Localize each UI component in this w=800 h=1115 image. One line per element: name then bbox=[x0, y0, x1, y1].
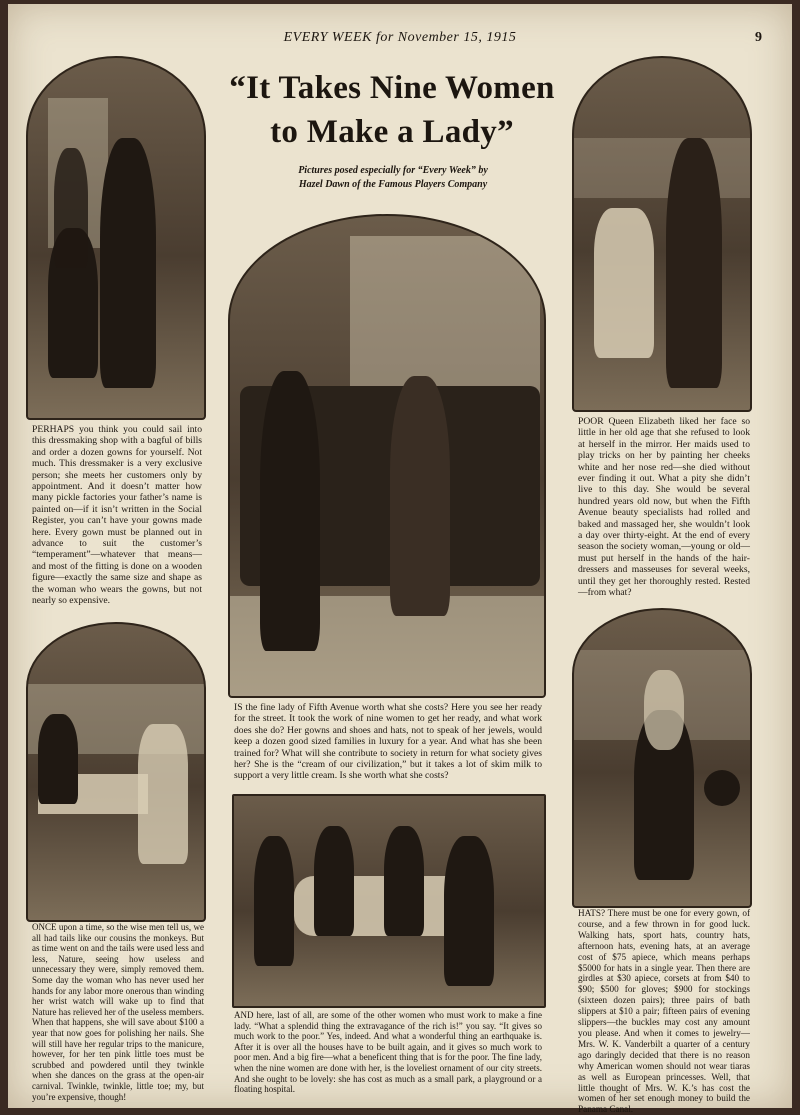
photo-dressmaker bbox=[26, 56, 206, 420]
article-title bbox=[212, 66, 572, 154]
caption-hats: HATS? There must be one for every gown, of course, and a few thrown in for good luck. Walking hats, sport hats, country hats, afternoon hats, evening hats, at an average cost of $75 apiece, which means perhaps $5000 for hats in a single year. Then there are girdles at $30 apiece, corsets at from $40 to $90; $500 for gloves; $900 for stockings (sixteen dozen pairs); three pairs of bath slippers at $10 a pair; fifteen pairs of evening slippers—the buckles may cost any amount you please. And when it comes to jewelry—Mrs. W. K. Vanderbilt a quarter of a century ago daringly decided that there is no reason why American women should not wear tiaras as well as European princesses. Well, that little thought of Mrs. W. K.’s has cost the women of her set enough money to build the Panama Canal. bbox=[578, 908, 750, 1115]
caption-sewing: AND here, last of all, are some of the other women who must work to make a fine lady. “What a splendid thing the extravagance of the rich is!” you say. “It gives so much work to the poor.” Yes, indeed. And what a wonderful thing an earthquake is. After it is over all the houses have to be built again, and it gives so much work to poor men. And a big fire—what a beneficent thing that is for the poor. The fine lady, when the nine women are done with her, is the loveliest ornament of our city streets. And she ought to be lovely: she has cost as much as a small park, a playground or a floating hospital. bbox=[234, 1010, 542, 1095]
photo-hats bbox=[572, 608, 752, 908]
photo-credit bbox=[268, 164, 518, 192]
caption-street: IS the fine lady of Fifth Avenue worth what she costs? Here you see her ready for the street. It took the work of nine women to get her ready, and what work does she do? Her gowns and shoes and hats, not to speak of her jewels, would keep a dozen good sized families in luxury for a year. And what has she been trained for? What will she contribute to society in return for what society gives her? She is the “cream of our civilization,” but it takes a lot of skim milk to support a very little cream. Is she worth what she costs? bbox=[234, 702, 542, 782]
title-line-2: to Make a Lady” bbox=[270, 114, 514, 150]
running-head: EVERY WEEK for November 15, 1915 bbox=[283, 30, 517, 45]
photo-street bbox=[228, 214, 546, 698]
caption-dressmaker: PERHAPS you think you could sail into this dressmaking shop with a bagful of bills and order a dozen gowns for yourself. Not much. This dressmaker is a very exclusive person; she meets her customers only by appointment. And it doesn’t matter how many pickle factories your father’s name is painted on—if it isn’t written in the Social Register, you can’t have your gowns made here. Every gown must be planned out in advance to suit the customer’s “temperament”—whatever that means—and most of the fitting is done on a wooden figure—exactly the same size and shape as the woman who wears the gowns, but not nearly so expensive. bbox=[32, 424, 202, 607]
magazine-page bbox=[8, 4, 792, 1115]
caption-manicure: ONCE upon a time, so the wise men tell us, we all had tails like our cousins the monkeys. But as time went on and the tails were used less and less, Nature, seeing how useless and unnecessary they were, simply removed them. Some day the woman who has never used her hands for any labor more onerous than winding her wrist watch will wake up to find that Nature has relieved her of the useless members. When that happens, she will save about $100 a year that now goes for polishing her nails. She will still have her regular trips to the manicure, however, for her ten pink little toes must be scrubbed and powdered until they twinkle when she dances on the grass at the open-air carnival. Twinkle, twinkle, little toe; my, but you’re expensive, though! bbox=[32, 922, 204, 1102]
photo-manicure bbox=[26, 622, 206, 922]
credit-line-2: Hazel Dawn of the Famous Players Company bbox=[298, 179, 488, 190]
page-number: 9 bbox=[755, 30, 762, 45]
credit-line-1: Pictures posed especially for “Every Week” by bbox=[298, 165, 488, 176]
title-line-1: “It Takes Nine Women bbox=[229, 70, 555, 106]
caption-queen: POOR Queen Elizabeth liked her face so little in her old age that she refused to look at herself in the mirror. Her maids used to play tricks on her by painting her cheeks white and her nose red—she died without ever finding it out. What a pity she didn’t live to this day. She would be several hundred years old now, but when the Fifth Avenue beauty specialists had rolled and baked and massaged her, she wouldn’t look a day over thirty-eight. At the end of every season the society woman,—young or old—must put herself in the hands of the hair-dressers and masseuses for several weeks, until they get her thoroughly rested. Rested—from what? bbox=[578, 416, 750, 599]
photo-hairdresser bbox=[572, 56, 752, 412]
photo-sewing bbox=[232, 794, 546, 1008]
